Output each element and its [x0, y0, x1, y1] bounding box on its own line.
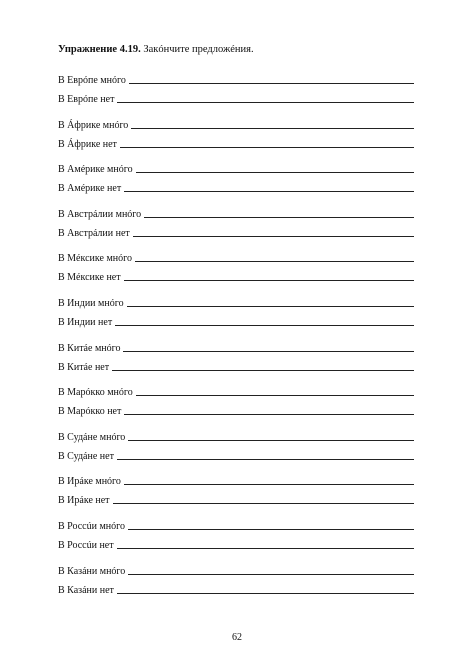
sentence-none — [58, 223, 414, 240]
sentence-prompt: В Китáе нет — [58, 361, 110, 373]
sentence-prompt: В Ирáке мнóго — [58, 476, 121, 488]
answer-blank[interactable] — [117, 593, 414, 594]
sentence-prompt: В Китáе мнóго — [58, 342, 121, 354]
answer-blank[interactable] — [128, 440, 414, 441]
sentence-prompt: В Амéрике нет — [58, 183, 122, 195]
sentence-pair — [58, 471, 414, 516]
answer-blank[interactable] — [128, 529, 414, 530]
sentence-none — [58, 535, 414, 552]
sentence-pair — [58, 159, 414, 204]
sentence-many — [58, 382, 414, 399]
sentence-none — [58, 134, 414, 151]
answer-blank[interactable] — [129, 83, 414, 84]
sentence-many — [58, 204, 414, 221]
answer-blank[interactable] — [124, 191, 414, 192]
answer-blank[interactable] — [135, 261, 414, 262]
sentence-many — [58, 471, 414, 488]
sentence-prompt: В Марóкко мнóго — [58, 387, 133, 399]
exercise-sentences — [58, 70, 414, 605]
sentence-pair — [58, 561, 414, 606]
exercise-heading — [58, 44, 254, 55]
sentence-prompt: В Áфрике нет — [58, 138, 117, 150]
sentence-none — [58, 357, 414, 374]
sentence-none — [58, 89, 414, 106]
sentence-none — [58, 312, 414, 329]
answer-blank[interactable] — [115, 325, 414, 326]
sentence-prompt: В Австрáлии нет — [58, 227, 130, 239]
sentence-pair — [58, 293, 414, 338]
sentence-many — [58, 70, 414, 87]
sentence-prompt: В Индии мнóго — [58, 297, 124, 309]
sentence-many — [58, 115, 414, 132]
answer-blank[interactable] — [112, 370, 414, 371]
sentence-prompt: В Судáне мнóго — [58, 431, 126, 443]
sentence-many — [58, 159, 414, 176]
answer-blank[interactable] — [133, 236, 414, 237]
sentence-prompt: В Мéксике нет — [58, 272, 121, 284]
exercise-number: Упражнение 4.19. — [58, 44, 141, 55]
answer-blank[interactable] — [113, 503, 414, 504]
sentence-pair — [58, 338, 414, 383]
answer-blank[interactable] — [124, 414, 414, 415]
sentence-many — [58, 427, 414, 444]
sentence-prompt: В Мéксике мнóго — [58, 253, 132, 265]
answer-blank[interactable] — [131, 128, 414, 129]
sentence-pair — [58, 204, 414, 249]
sentence-many — [58, 516, 414, 533]
sentence-prompt: В Судáне нет — [58, 450, 114, 462]
sentence-pair — [58, 115, 414, 160]
sentence-prompt: В Индии нет — [58, 316, 113, 328]
sentence-pair — [58, 248, 414, 293]
answer-blank[interactable] — [117, 102, 414, 103]
sentence-prompt: В Áфрике мнóго — [58, 119, 129, 131]
sentence-none — [58, 267, 414, 284]
answer-blank[interactable] — [127, 306, 414, 307]
sentence-prompt: В Россúи мнóго — [58, 520, 125, 532]
sentence-pair — [58, 70, 414, 115]
sentence-prompt: В Россúи нет — [58, 539, 114, 551]
sentence-pair — [58, 516, 414, 561]
sentence-prompt: В Амéрике мнóго — [58, 164, 133, 176]
answer-blank[interactable] — [124, 280, 414, 281]
answer-blank[interactable] — [117, 459, 414, 460]
sentence-prompt: В Еврóпе нет — [58, 94, 115, 105]
answer-blank[interactable] — [136, 395, 414, 396]
answer-blank[interactable] — [120, 147, 414, 148]
sentence-pair — [58, 427, 414, 472]
sentence-prompt: В Австрáлии мнóго — [58, 208, 142, 220]
sentence-none — [58, 580, 414, 597]
answer-blank[interactable] — [136, 172, 414, 173]
sentence-none — [58, 446, 414, 463]
sentence-pair — [58, 382, 414, 427]
answer-blank[interactable] — [144, 217, 414, 218]
sentence-many — [58, 561, 414, 578]
sentence-many — [58, 338, 414, 355]
sentence-prompt: В Еврóпе мнóго — [58, 75, 126, 86]
sentence-prompt: В Казáни мнóго — [58, 565, 126, 577]
exercise-instruction: Закóнчите предложéния. — [143, 44, 254, 55]
answer-blank[interactable] — [123, 351, 414, 352]
sentence-many — [58, 293, 414, 310]
sentence-many — [58, 248, 414, 265]
answer-blank[interactable] — [124, 484, 414, 485]
answer-blank[interactable] — [117, 548, 414, 549]
sentence-none — [58, 178, 414, 195]
sentence-prompt: В Ирáке нет — [58, 495, 110, 507]
sentence-prompt: В Казáни нет — [58, 584, 114, 596]
sentence-prompt: В Марóкко нет — [58, 406, 122, 418]
page-number: 62 — [232, 632, 242, 643]
answer-blank[interactable] — [128, 574, 414, 575]
sentence-none — [58, 490, 414, 507]
sentence-none — [58, 401, 414, 418]
